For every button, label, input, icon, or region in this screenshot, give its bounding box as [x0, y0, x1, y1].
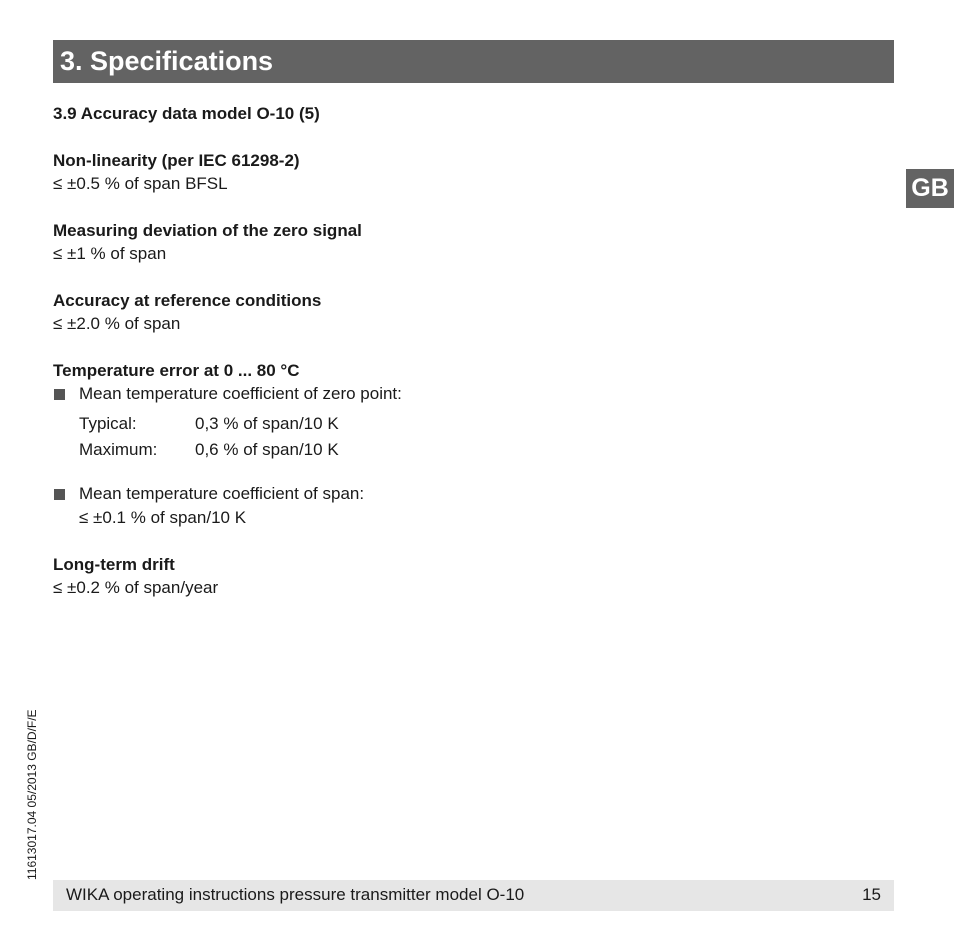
maximum-key: Maximum:	[79, 440, 158, 459]
document-code: 11613017.04 05/2013 GB/D/F/E	[25, 709, 39, 880]
zero-coefficient-label: Mean temperature coefficient of zero point:	[79, 384, 402, 403]
accuracy-ref-value: ≤ ±2.0 % of span	[53, 314, 181, 333]
square-bullet-icon	[54, 489, 65, 500]
span-coefficient-value: ≤ ±0.1 % of span/10 K	[79, 508, 247, 527]
section-header-bar	[53, 40, 894, 83]
page-number: 15	[862, 885, 881, 904]
section-heading: 3.9 Accuracy data model O-10 (5)	[53, 104, 320, 123]
typical-key: Typical:	[79, 414, 137, 433]
page-title: 3. Specifications	[60, 46, 274, 76]
long-term-drift-value: ≤ ±0.2 % of span/year	[53, 578, 219, 597]
language-tab[interactable]: GB	[906, 169, 954, 208]
footer-bar	[53, 880, 894, 911]
nonlinearity-value: ≤ ±0.5 % of span BFSL	[53, 174, 228, 193]
temperature-error-heading: Temperature error at 0 ... 80 °C	[53, 361, 300, 380]
span-coefficient-label: Mean temperature coefficient of span:	[79, 484, 365, 503]
long-term-drift-heading: Long-term drift	[53, 555, 175, 574]
footer-text: WIKA operating instructions pressure transmitter model O-10	[66, 885, 525, 904]
maximum-value: 0,6 % of span/10 K	[195, 440, 339, 459]
zero-deviation-value: ≤ ±1 % of span	[53, 244, 167, 263]
square-bullet-icon	[54, 389, 65, 400]
zero-deviation-heading: Measuring deviation of the zero signal	[53, 221, 362, 240]
typical-value: 0,3 % of span/10 K	[195, 414, 339, 433]
accuracy-ref-heading: Accuracy at reference conditions	[53, 291, 322, 310]
nonlinearity-heading: Non-linearity (per IEC 61298-2)	[53, 151, 300, 170]
